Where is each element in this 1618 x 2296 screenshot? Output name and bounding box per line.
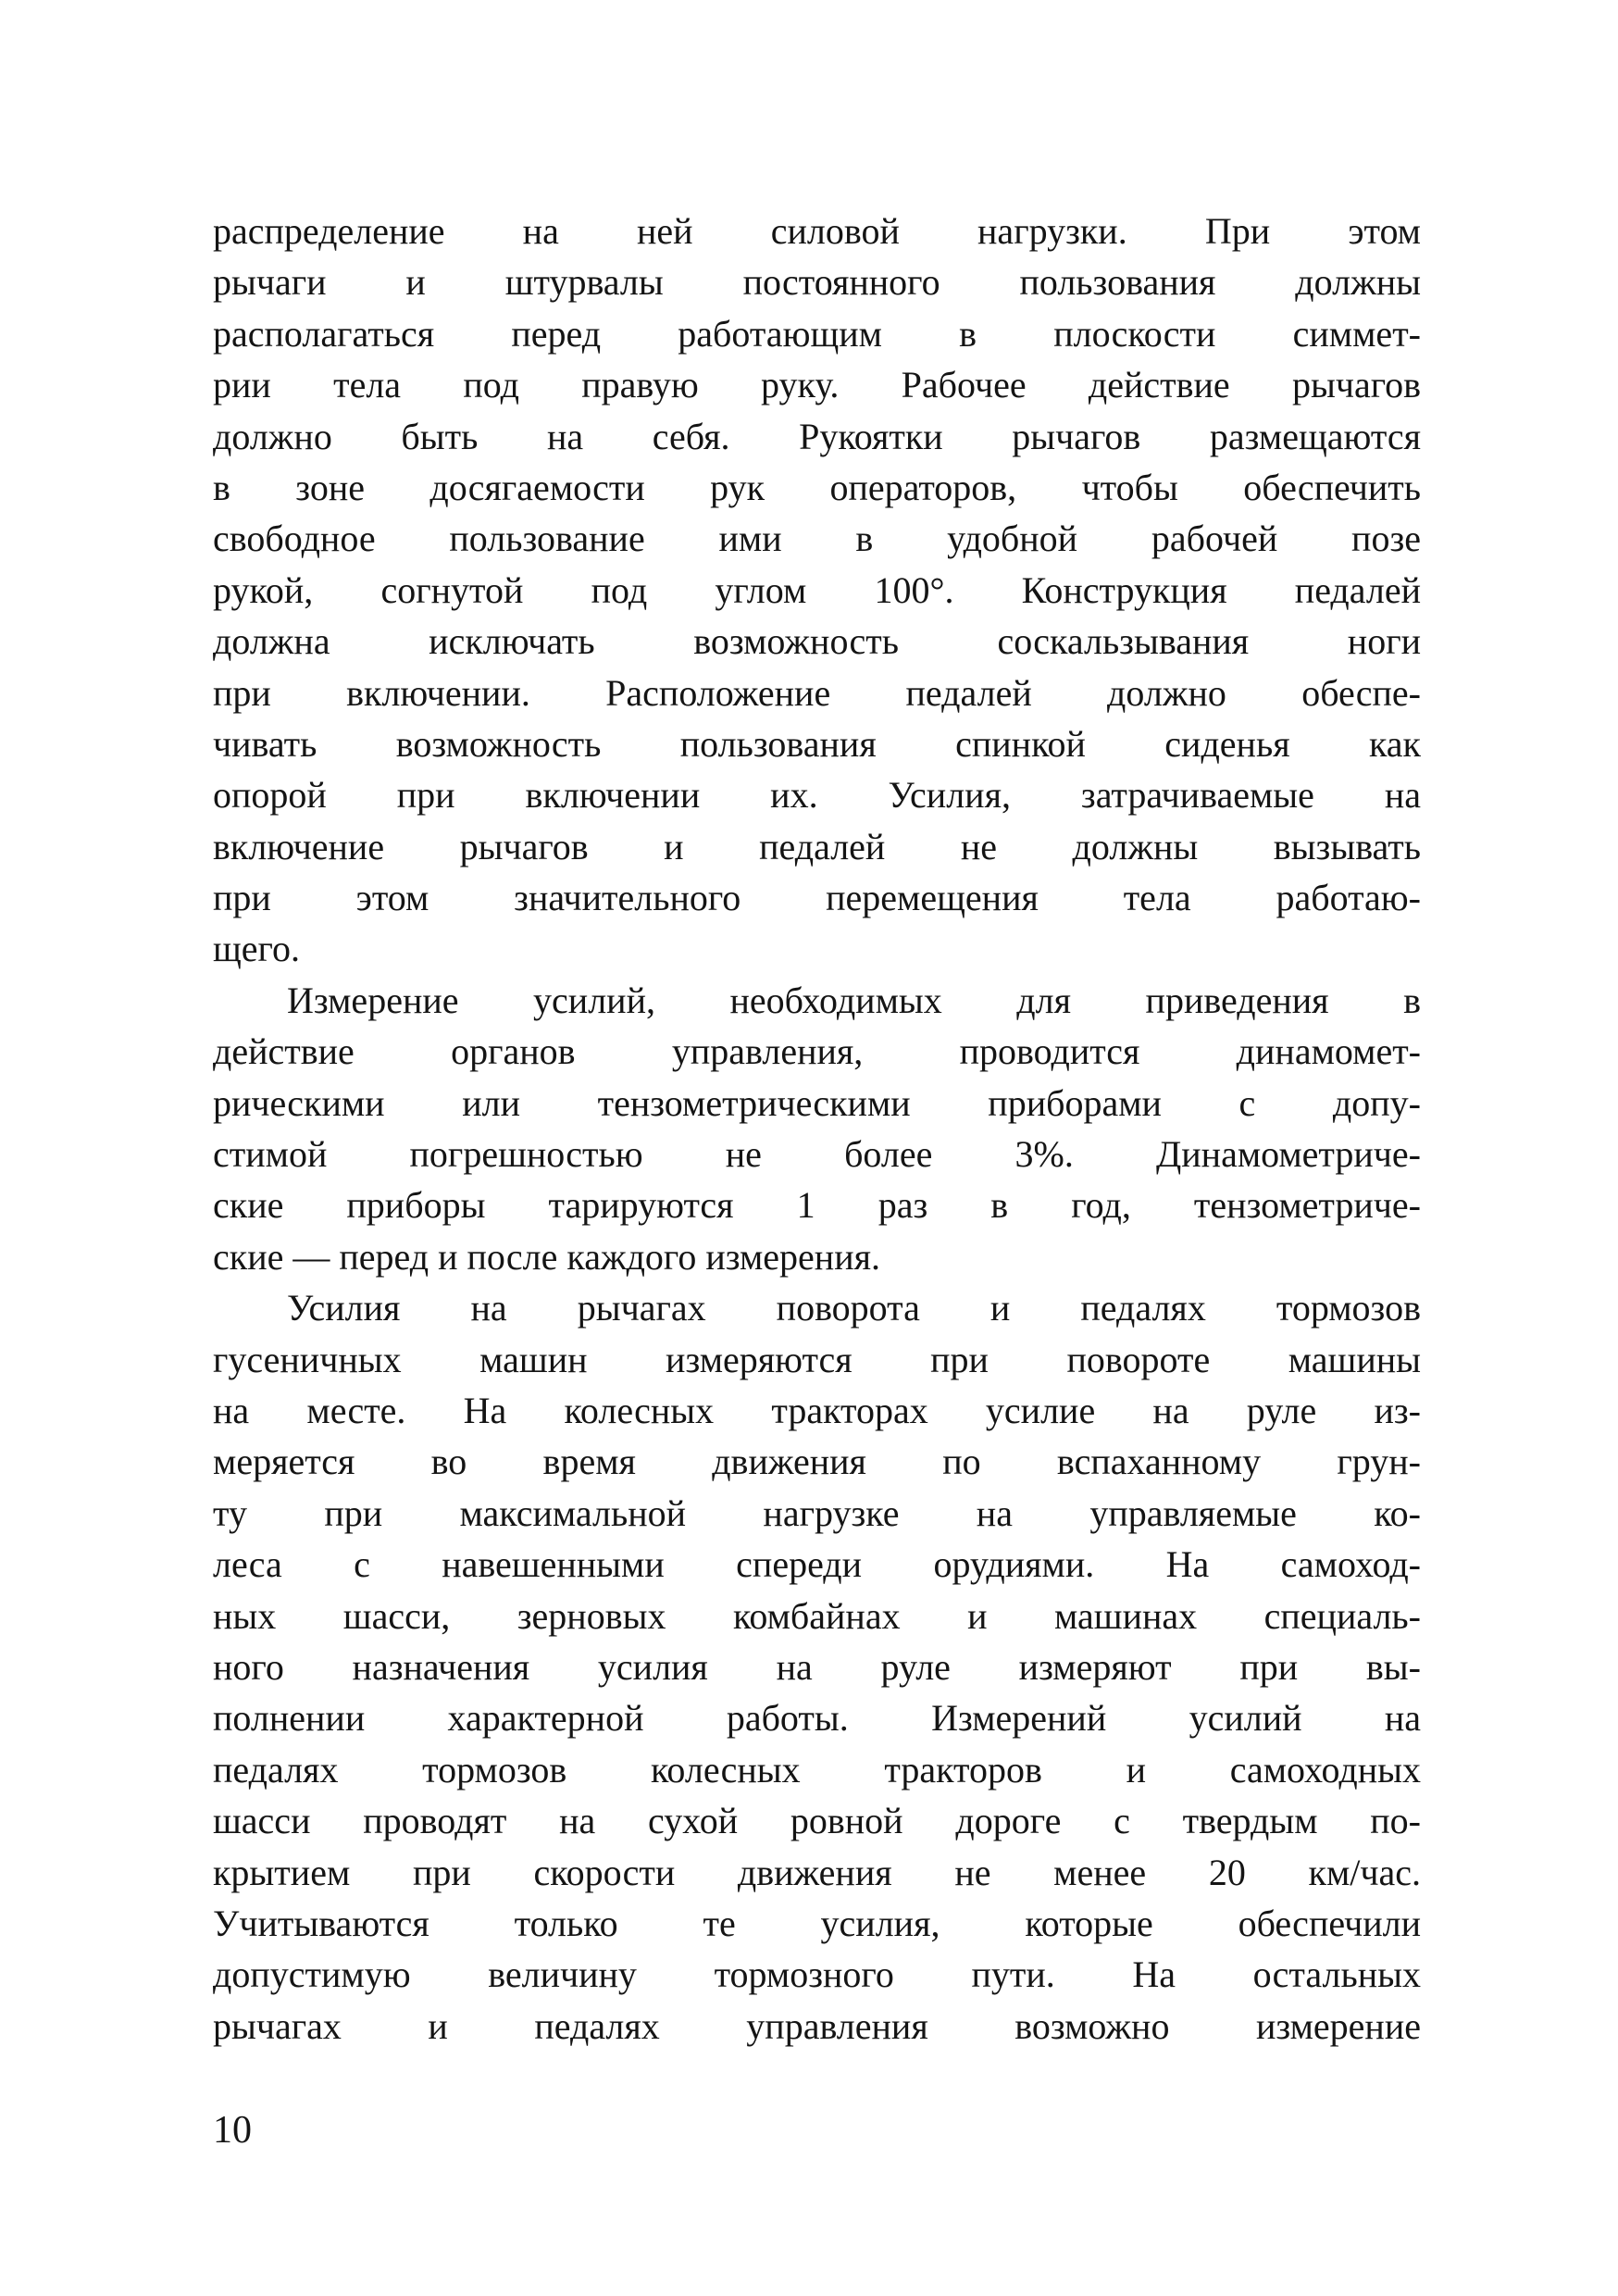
text-line: полнении характерной работы. Измерений усилий на [213, 1697, 1421, 1740]
page-number: 10 [213, 2109, 252, 2152]
text-line: леса с навешенными спереди орудиями. На самоход- [213, 1543, 1421, 1586]
text-line: чивать возможность пользования спинкой сиденья как [213, 722, 1421, 765]
paragraph-1 [213, 206, 1421, 975]
text-line: рычаги и штурвалы постоянного пользования должны [213, 261, 1421, 304]
paragraph-3 [213, 1282, 1421, 2052]
text-line: должна исключать возможность соскальзывания ноги [213, 620, 1421, 663]
text-line: при этом значительного перемещения тела работаю- [213, 877, 1421, 919]
text-line: в зоне досягаемости рук операторов, чтобы обеспечить [213, 466, 1421, 508]
text-line: действие органов управления, проводится динамомет- [213, 1030, 1421, 1073]
text-line: ские приборы тарируются 1 раз в год, тензометриче- [213, 1184, 1421, 1227]
body-text [213, 206, 1421, 2052]
text-line: опорой при включении их. Усилия, затрачиваемые на [213, 774, 1421, 817]
text-line: располагаться перед работающим в плоскости симмет- [213, 312, 1421, 355]
text-line: стимой погрешностью не более 3%. Динамометриче- [213, 1133, 1421, 1176]
text-line: ские — перед и после каждого измерения. [213, 1235, 881, 1278]
text-line: при включении. Расположение педалей должно обеспе- [213, 671, 1421, 714]
text-line: должно быть на себя. Рукоятки рычагов размещаются [213, 415, 1421, 457]
text-line: рии тела под правую руку. Рабочее действие рычагов [213, 364, 1421, 406]
text-line: ных шасси, зерновых комбайнах и машинах специаль- [213, 1594, 1421, 1637]
text-line: Усилия на рычагах поворота и педалях тормозов [287, 1287, 1421, 1329]
text-line: на месте. На колесных тракторах усилие на руле из- [213, 1389, 1421, 1431]
text-line: Измерение усилий, необходимых для приведения в [287, 979, 1421, 1021]
text-line: распределение на ней силовой нагрузки. При этом [213, 210, 1421, 252]
text-line: гусеничных машин измеряются при повороте машины [213, 1338, 1421, 1380]
text-line: допустимую величину тормозного пути. На остальных [213, 1953, 1421, 1996]
text-line: крытием при скорости движения не менее 20 км/час. [213, 1851, 1421, 1893]
text-line: рическими или тензометрическими приборами с допу- [213, 1081, 1421, 1124]
text-line: свободное пользование ими в удобной рабочей позе [213, 518, 1421, 560]
text-line: Учитываются только те усилия, которые обеспечили [213, 1902, 1421, 1944]
text-line: рукой, согнутой под углом 100°. Конструкция педалей [213, 568, 1421, 611]
paragraph-2 [213, 975, 1421, 1282]
text-line: меряется во время движения по вспаханному грун- [213, 1441, 1421, 1483]
text-line: рычагах и педалях управления возможно измерение [213, 2004, 1421, 2047]
text-line: шасси проводят на сухой ровной дороге с твердым по- [213, 1800, 1421, 1842]
text-line: педалях тормозов колесных тракторов и самоходных [213, 1748, 1421, 1791]
text-line: щего. [213, 928, 300, 970]
text-line: ного назначения усилия на руле измеряют при вы- [213, 1645, 1421, 1688]
text-line: включение рычагов и педалей не должны вызывать [213, 825, 1421, 867]
text-line: ту при максимальной нагрузке на управляемые ко- [213, 1491, 1421, 1534]
